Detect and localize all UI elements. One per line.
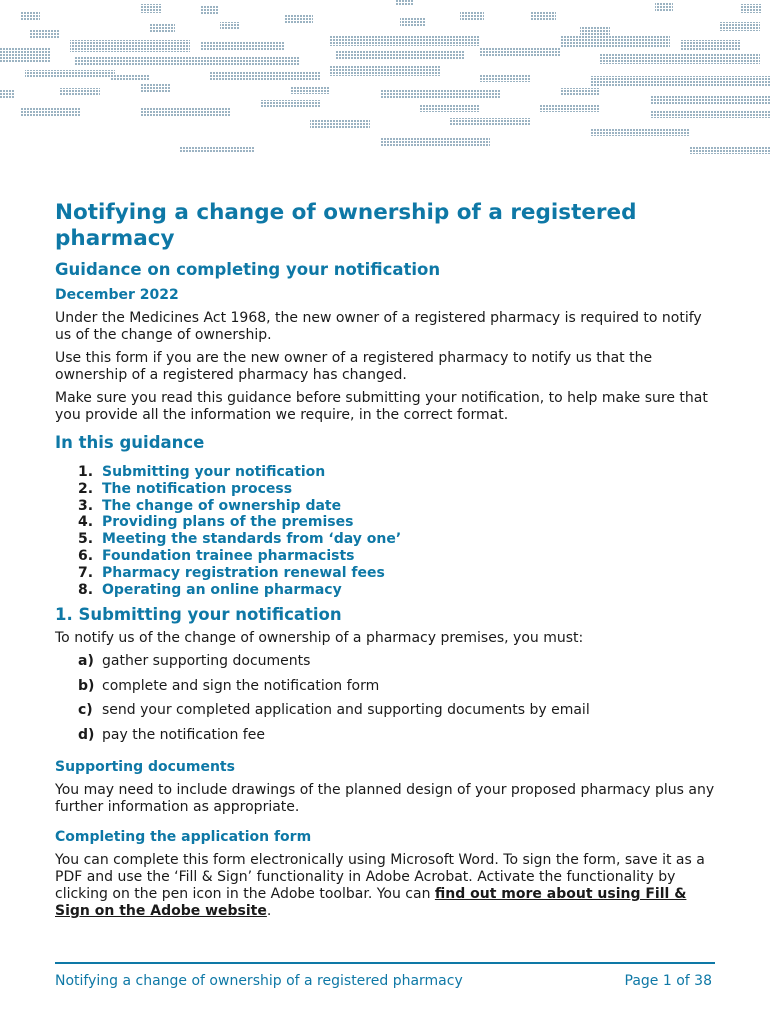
toc-item: 7. Pharmacy registration renewal fees [78, 564, 385, 581]
toc-item: 4. Providing plans of the premises [78, 514, 354, 531]
table-of-contents [55, 464, 715, 598]
toc-link[interactable]: Operating an online pharmacy [102, 581, 342, 598]
toc-item: 5. Meeting the standards from ‘day one’ [78, 531, 402, 548]
toc-link[interactable]: The notification process [102, 480, 293, 497]
toc-item: 2. The notification process [78, 480, 293, 497]
list-item: b) complete and sign the notification form [78, 677, 380, 694]
toc-item: 3. The change of ownership date [78, 497, 342, 514]
section-heading: 1. Submitting your notification [55, 605, 342, 625]
supporting-documents-text: You may need to include drawings of the planned design of your proposed pharmacy plus any further information as appropriate. [55, 781, 715, 815]
toc-link[interactable]: Meeting the standards from ‘day one’ [102, 531, 402, 548]
toc-item: 6. Foundation trainee pharmacists [78, 547, 355, 564]
adobe-fill-sign-link[interactable]: find out more about using Fill & Sign on the Adobe website [55, 885, 687, 919]
toc-link[interactable]: Pharmacy registration renewal fees [102, 564, 385, 581]
page-number: Page 1 of 38 [624, 973, 712, 989]
toc-heading: In this guidance [55, 433, 205, 452]
header-banner-pattern [0, 0, 770, 165]
intro-paragraph: Make sure you read this guidance before submitting your notification, to help make sure that you provide all the information we require, in the correct format. [55, 390, 708, 423]
publish-date: December 2022 [55, 287, 179, 303]
section-intro: To notify us of the change of ownership of a pharmacy premises, you must: [55, 630, 584, 647]
subsection-heading: Supporting documents [55, 758, 235, 775]
page-title: Notifying a change of ownership of a registered pharmacy [55, 200, 637, 251]
toc-item: 8. Operating an online pharmacy [78, 581, 342, 598]
footer-title: Notifying a change of ownership of a registered pharmacy [55, 973, 463, 989]
list-item: d) pay the notification fee [78, 726, 265, 743]
list-item: c) send your completed application and supporting documents by email [78, 702, 590, 719]
toc-link[interactable]: Foundation trainee pharmacists [102, 547, 355, 564]
completing-form-text: You can complete this form electronically using Microsoft Word. To sign the form, save it as a PDF and use the ‘Fill & Sign’ functionality in Adobe Acrobat. Activate the functionality by clicking on the pen icon in the Adobe toolbar. You can find out more about using Fill & Sign on the Adobe website. [55, 851, 705, 919]
toc-link[interactable]: The change of ownership date [102, 497, 342, 514]
toc-item: 1. Submitting your notification [78, 464, 326, 480]
intro-paragraph: Under the Medicines Act 1968, the new owner of a registered pharmacy is required to notify us of the change of ownership. [55, 310, 702, 343]
toc-link[interactable]: Submitting your notification [102, 464, 326, 480]
document-body [55, 200, 715, 920]
list-item: a) gather supporting documents [78, 653, 311, 670]
toc-link[interactable]: Providing plans of the premises [102, 514, 354, 531]
footer-divider [55, 962, 715, 964]
subsection-heading: Completing the application form [55, 828, 312, 845]
steps-list [55, 653, 715, 744]
intro-paragraph: Use this form if you are the new owner of a registered pharmacy to notify us that the ownership of a registered pharmacy has changed. [55, 350, 653, 383]
subtitle: Guidance on completing your notification [55, 260, 441, 279]
